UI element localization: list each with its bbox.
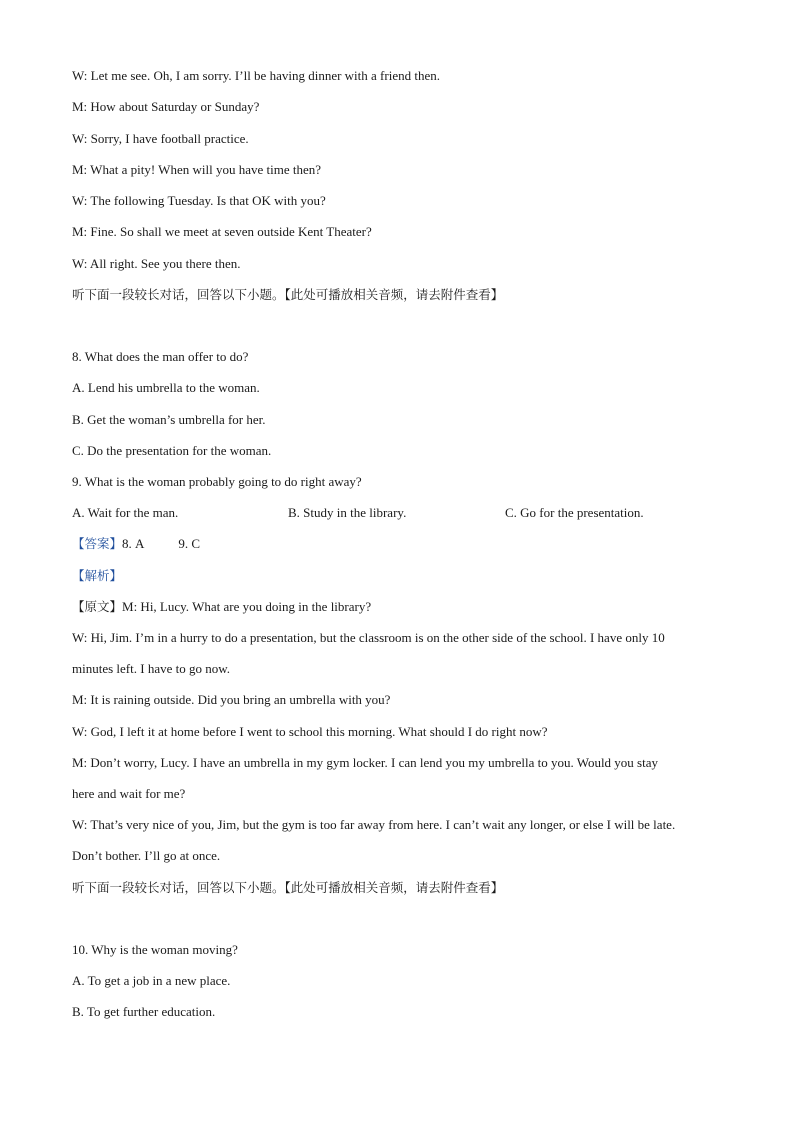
question-8-option-a: A. Lend his umbrella to the woman. [72, 380, 260, 395]
transcript-line: W: That’s very nice of you, Jim, but the gym is too far away from here. I can’t wait any longer, or else I will be late. [72, 817, 676, 832]
dialogue-line: W: Let me see. Oh, I am sorry. I’ll be having dinner with a friend then. [72, 68, 440, 83]
answer-9: 9. C [178, 536, 201, 551]
transcript-line: M: Don’t worry, Lucy. I have an umbrella in my gym locker. I can lend you my umbrella to you. Would you stay [72, 755, 659, 770]
dialogue-line: W: Sorry, I have football practice. [72, 131, 249, 146]
question-10-option-a: A. To get a job in a new place. [72, 973, 231, 988]
question-9-option-a: A. Wait for the man. [72, 505, 179, 520]
answer-tag: 【答案】 [72, 536, 123, 551]
answer-8: 8. A [122, 536, 145, 551]
dialogue-line: W: The following Tuesday. Is that OK with you? [72, 193, 326, 208]
listening-instruction: 听下面一段较长对话，回答以下小题。【此处可播放相关音频，请去附件查看】 [72, 287, 504, 302]
transcript-line: M: It is raining outside. Did you bring an umbrella with you? [72, 692, 391, 707]
question-8-option-c: C. Do the presentation for the woman. [72, 443, 272, 458]
analysis-tag: 【解析】 [72, 568, 123, 583]
question-10-option-b: B. To get further education. [72, 1004, 216, 1019]
question-9-option-c: C. Go for the presentation. [505, 505, 644, 520]
dialogue-line: M: Fine. So shall we meet at seven outside Kent Theater? [72, 224, 372, 239]
question-8: 8. What does the man offer to do? [72, 349, 249, 364]
question-9: 9. What is the woman probably going to do right away? [72, 474, 362, 489]
transcript-line: minutes left. I have to go now. [72, 661, 231, 676]
original-tag: 【原文】 [72, 599, 123, 614]
transcript-line: W: God, I left it at home before I went to school this morning. What should I do right now? [72, 724, 548, 739]
transcript-line: Don’t bother. I’ll go at once. [72, 848, 221, 863]
listening-instruction: 听下面一段较长对话，回答以下小题。【此处可播放相关音频，请去附件查看】 [72, 880, 504, 895]
question-10: 10. Why is the woman moving? [72, 942, 238, 957]
dialogue-line: W: All right. See you there then. [72, 256, 241, 271]
transcript-line: W: Hi, Jim. I’m in a hurry to do a presentation, but the classroom is on the other side of the school. I have only 10 [72, 630, 665, 645]
question-9-option-b: B. Study in the library. [288, 505, 407, 520]
answer-line [72, 536, 200, 552]
analysis-line [72, 568, 122, 584]
dialogue-line: M: What a pity! When will you have time then? [72, 162, 321, 177]
question-8-option-b: B. Get the woman’s umbrella for her. [72, 412, 266, 427]
dialogue-line: M: How about Saturday or Sunday? [72, 99, 260, 114]
transcript-line: here and wait for me? [72, 786, 186, 801]
original-first-line [72, 599, 371, 615]
original-first-text: M: Hi, Lucy. What are you doing in the library? [122, 599, 372, 614]
